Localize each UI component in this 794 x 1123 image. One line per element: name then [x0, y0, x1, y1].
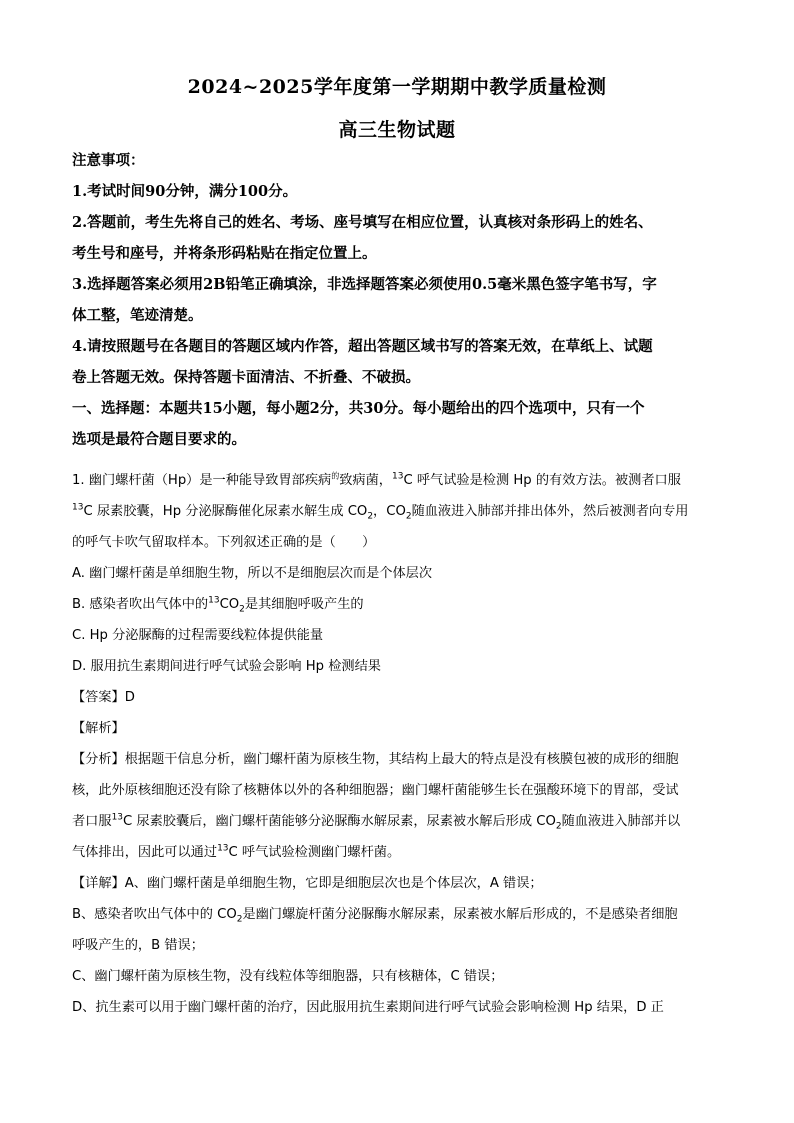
notice-item: 卷上答题无效。保持答题卡面清洁、不折叠、不破损。 [72, 369, 420, 386]
answer-line: 【答案】D [72, 690, 135, 705]
option-text: 是其细胞呼吸产生的 [244, 597, 364, 612]
stem-text: 致病菌， [339, 473, 392, 488]
notice-block [72, 145, 722, 393]
isotope-superscript: 13 [208, 595, 220, 606]
exam-subtitle: 高三生物试题 [338, 119, 456, 141]
analysis-tag: 【解析】 [72, 721, 125, 736]
section-heading-line: 选项是最符合题目要求的。 [72, 431, 246, 448]
detail-line: 【详解】A、幽门螺杆菌是单细胞生物，它即是细胞层次也是个体层次，A 错误； [72, 876, 543, 891]
subscript: 2 [236, 914, 243, 925]
notice-item: 3.选择题答案必须用2B铅笔正确填涂，非选择题答案必须使用0.5毫米黑色签字笔书写，字 [72, 276, 657, 293]
option-text: B. 感染者吹出气体中的 [72, 597, 209, 612]
isotope-superscript: 13 [111, 812, 124, 823]
option-d: D. 服用抗生素期间进行呼气试验会影响 Hp 检测结果 [72, 659, 381, 674]
notice-item: 4.请按照题号在各题目的答题区域内作答，超出答题区域书写的答案无效，在草纸上、试题 [72, 338, 653, 355]
notice-item: 考生号和座号，并将条形码粘贴在指定位置上。 [72, 245, 377, 262]
exam-title: 2024~2025学年度第一学期期中教学质量检测 [187, 76, 607, 98]
stem-text: 随血液进入肺部并排出体外，然后被测者向专用 [411, 504, 689, 519]
question-stem-line: 的呼气卡吹气留取样本。下列叙述正确的是（ ） [72, 535, 376, 550]
detail-line: C、幽门螺杆菌为原核生物，没有线粒体等细胞器，只有核糖体，C 错误； [72, 969, 504, 984]
option-b [72, 589, 724, 620]
analysis-line: 核，此外原核细胞还没有除了核糖体以外的各种细胞器；幽门螺杆菌能够生长在强酸环境下的胃部，受试 [72, 783, 679, 798]
analysis-line [72, 806, 724, 837]
option-c: C. Hp 分泌脲酶的过程需要线粒体提供能量 [72, 628, 324, 643]
analysis-text: 随血液进入肺部并以 [561, 814, 681, 829]
option-text: CO [219, 597, 240, 612]
analysis-text: C 呼气试验检测幽门螺杆菌。 [228, 845, 401, 860]
stem-text: 1. 幽门螺杆菌（Hp）是一种能导致胃部疾病 [72, 473, 332, 488]
section-heading-line: 一、选择题：本题共15小题，每小题2分，共30分。每小题给出的四个选项中，只有一个 [72, 400, 645, 417]
question-stem-line [72, 465, 724, 496]
notice-heading: 注意事项： [72, 152, 145, 169]
stem-text: C 尿素胶囊，Hp 分泌脲酶催化尿素水解生成 CO [83, 504, 368, 519]
analysis-text: 者口服 [72, 814, 112, 829]
analysis-line [72, 837, 724, 868]
detail-text: 是幽门螺旋杆菌分泌脲酶水解尿素，尿素被水解后形成的，不是感染者细胞 [242, 907, 678, 922]
subscript: 2 [239, 604, 245, 615]
section-heading [72, 393, 722, 455]
subscript: 2 [405, 511, 412, 522]
isotope-superscript: 13 [217, 843, 229, 854]
detail-line: D、抗生素可以用于幽门螺杆菌的治疗，因此服用抗生素期间进行呼气试验会影响检测 Hp 结果，D 正 [72, 1000, 664, 1015]
analysis-text: C 尿素胶囊后，幽门螺杆菌能够分泌脲酶水解尿素，尿素被水解后形成 CO [123, 814, 556, 829]
analysis-line: 【分析】根据题干信息分析，幽门螺杆菌为原核生物，其结构上最大的特点是没有核膜包被的成形的细胞 [72, 752, 679, 767]
stem-text: C 呼气试验是检测 Hp 的有效方法。被测者口服 [403, 473, 681, 488]
notice-item: 2.答题前，考生先将自己的姓名、考场、座号填写在相应位置，认真核对条形码上的姓名、 [72, 214, 653, 231]
stem-text: ，CO [373, 504, 406, 519]
detail-text: B、感染者吹出气体中的 CO [72, 907, 237, 922]
analysis-text: 气体排出，因此可以通过 [72, 845, 218, 860]
detail-line [72, 899, 724, 930]
detail-line: 呼吸产生的，B 错误； [72, 938, 204, 953]
isotope-superscript: 13 [72, 502, 84, 513]
subscript: 2 [555, 821, 562, 832]
notice-item: 1.考试时间90分钟，满分100分。 [72, 183, 298, 200]
question-stem-line [72, 496, 724, 527]
notice-item: 体工整，笔迹清楚。 [72, 307, 203, 324]
option-a: A. 幽门螺杆菌是单细胞生物，所以不是细胞层次而是个体层次 [72, 566, 433, 581]
isotope-superscript: 13 [392, 471, 404, 482]
stem-mark: 的 [331, 471, 340, 481]
question-1 [72, 465, 724, 1023]
subscript: 2 [367, 511, 374, 522]
